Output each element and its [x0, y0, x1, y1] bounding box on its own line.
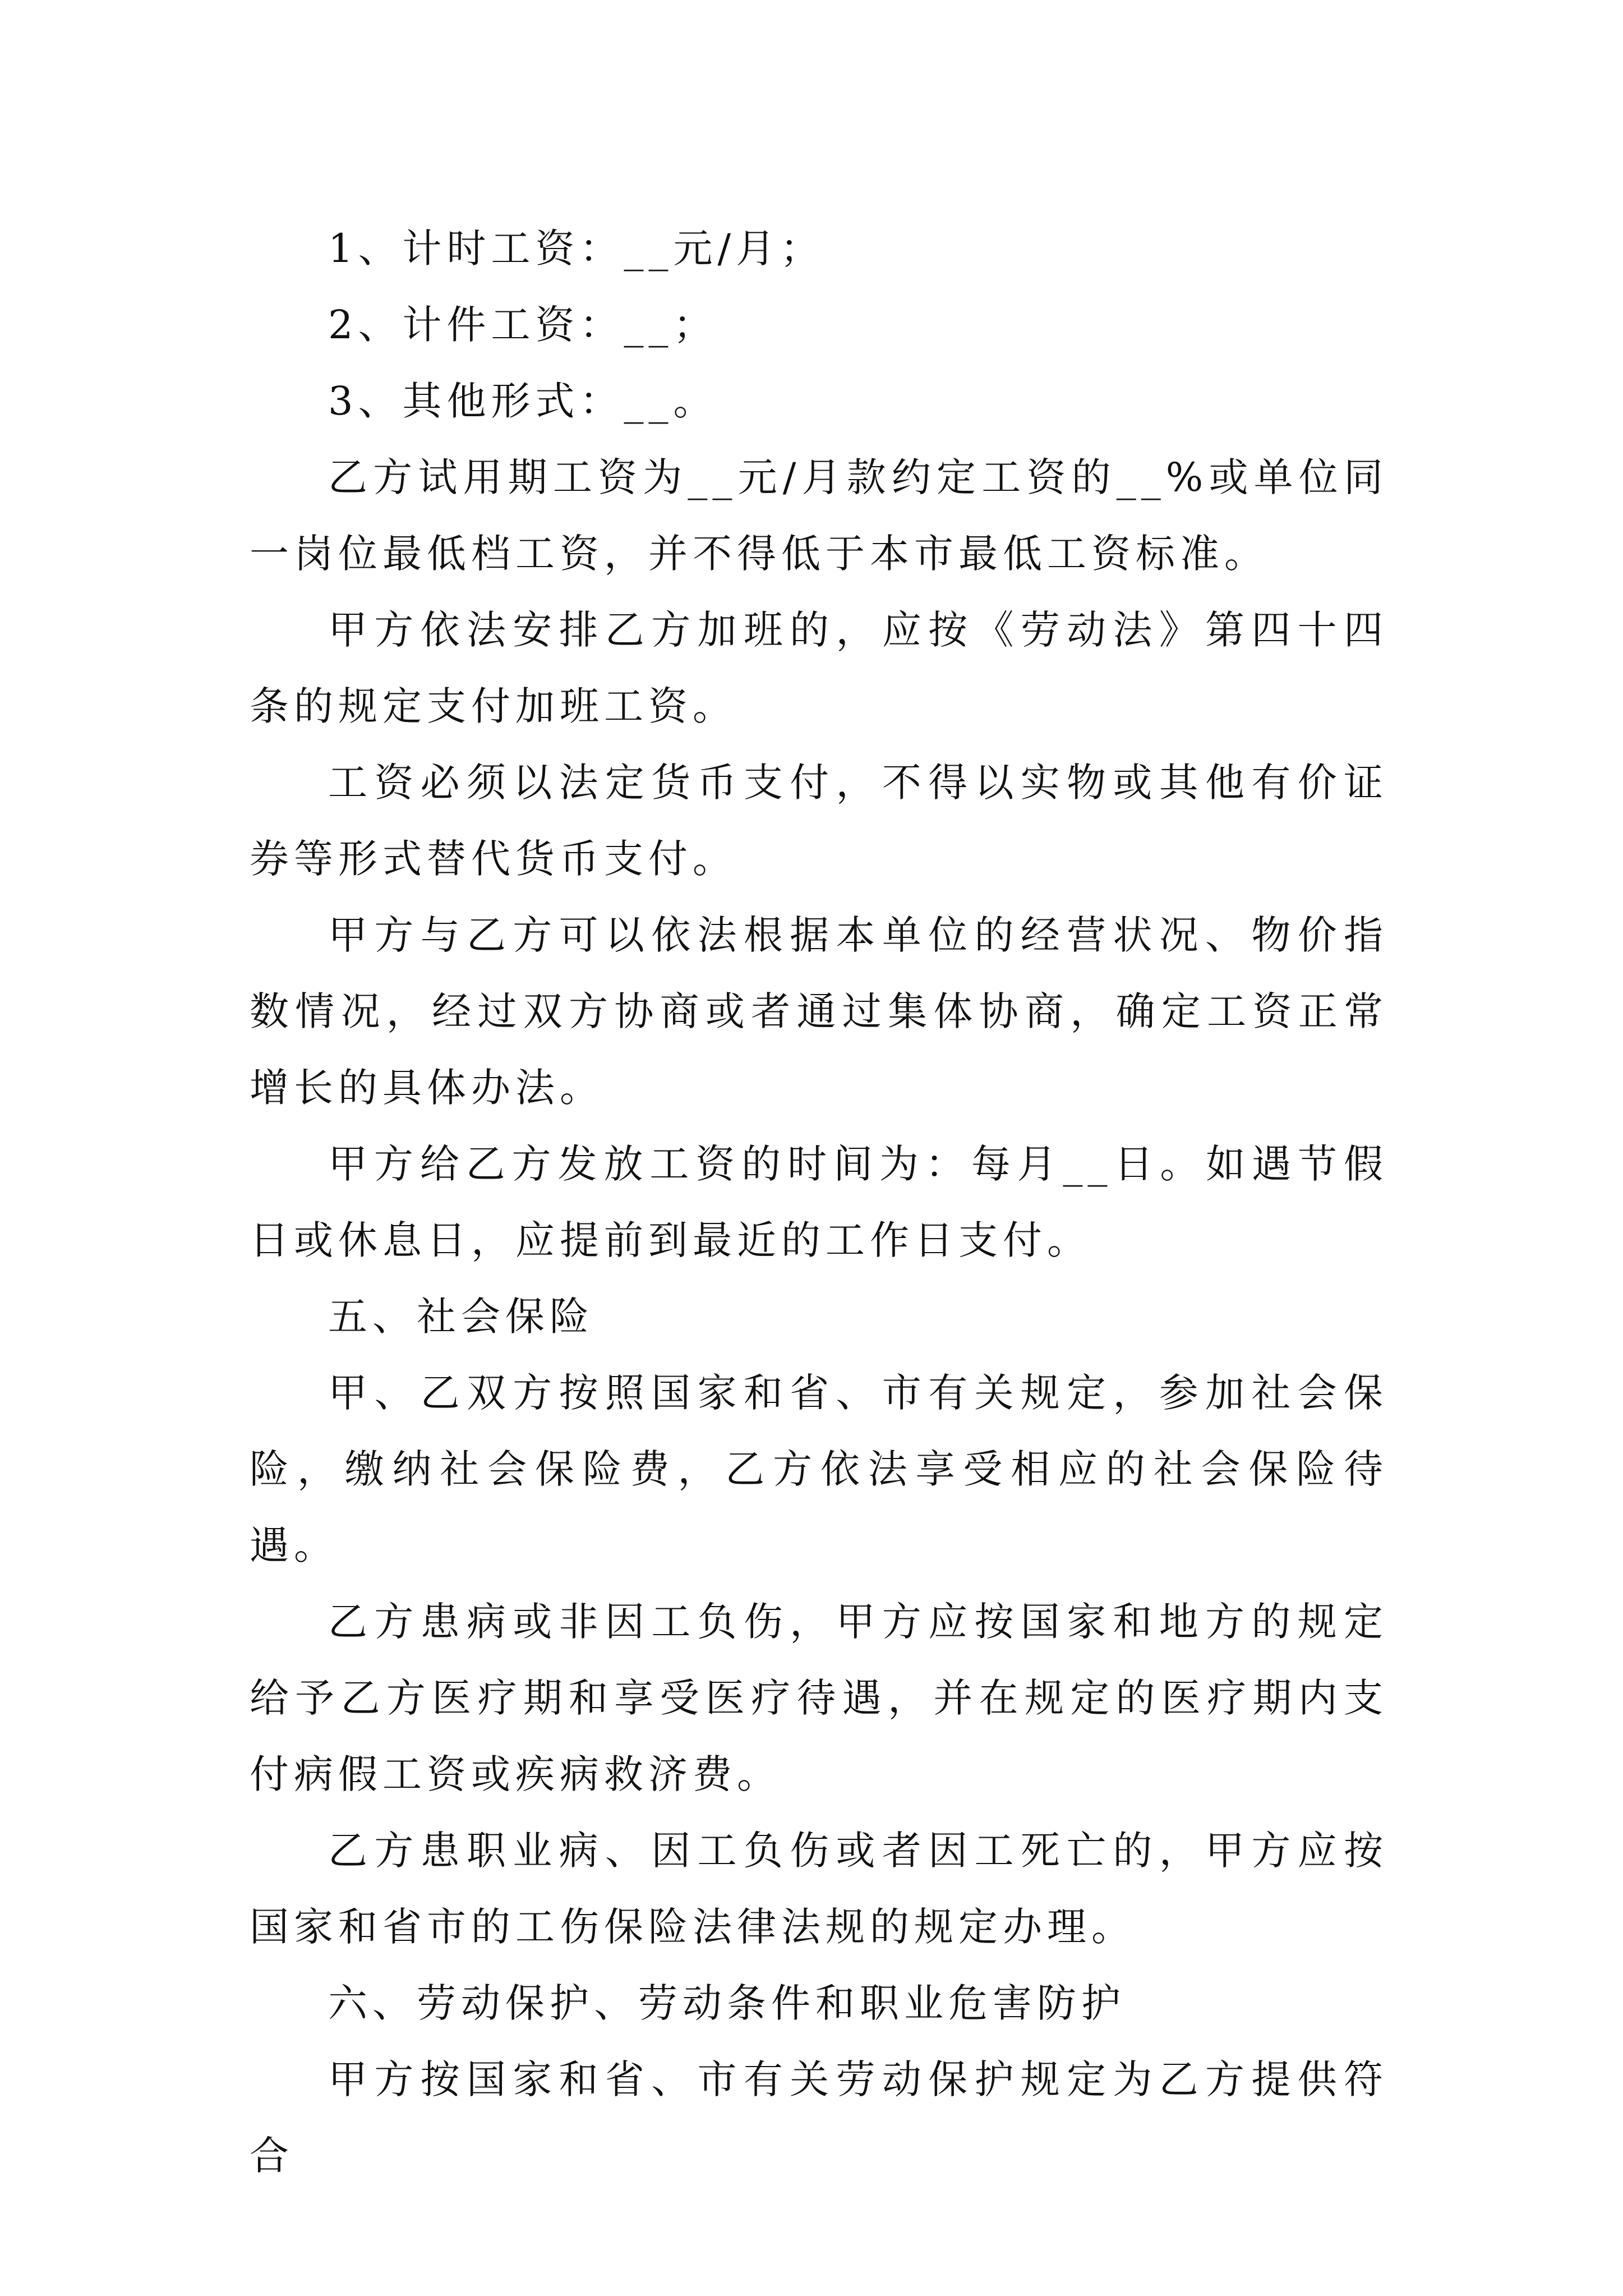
paragraph-piece-wage: 2、计件工资：__；: [328, 302, 718, 348]
paragraph-sick-leave: 乙方患病或非因工负伤，甲方应按国家和地方的规定给予乙方医疗期和享受医疗待遇，并在规定的医疗期内支付病假工资或疾病救济费。: [250, 1599, 1388, 1797]
section-heading-social-insurance: 五、社会保险: [328, 1294, 594, 1340]
document-body: [250, 210, 1388, 2194]
paragraph-legal-currency: 工资必须以法定货币支付，不得以实物或其他有价证券等形式替代货币支付。: [250, 760, 1388, 882]
paragraph-labor-protection: 甲方按国家和省、市有关劳动保护规定为乙方提供符合: [250, 2056, 1388, 2179]
paragraph-hourly-wage: 1、计时工资：__元/月；: [328, 226, 825, 272]
paragraph-probation-wage: 乙方试用期工资为__元/月款约定工资的__%或单位同一岗位最低档工资，并不得低于本市最低工资标准。: [250, 454, 1388, 577]
paragraph-other-form: 3、其他形式：__。: [328, 378, 718, 424]
section-heading-labor-protection: 六、劳动保护、劳动条件和职业危害防护: [328, 1980, 1126, 2026]
paragraph-overtime-pay: 甲方依法安排乙方加班的，应按《劳动法》第四十四条的规定支付加班工资。: [250, 607, 1388, 729]
paragraph-work-injury: 乙方患职业病、因工负伤或者因工死亡的，甲方应按国家和省市的工伤保险法律法规的规定办理。: [250, 1828, 1388, 1950]
paragraph-social-insurance: 甲、乙双方按照国家和省、市有关规定，参加社会保险，缴纳社会保险费，乙方依法享受相应的社会保险待遇。: [250, 1370, 1388, 1568]
paragraph-payday: 甲方给乙方发放工资的时间为：每月__日。如遇节假日或休息日，应提前到最近的工作日支付。: [250, 1141, 1388, 1263]
paragraph-wage-growth: 甲方与乙方可以依法根据本单位的经营状况、物价指数情况，经过双方协商或者通过集体协商，确定工资正常增长的具体办法。: [250, 912, 1388, 1111]
